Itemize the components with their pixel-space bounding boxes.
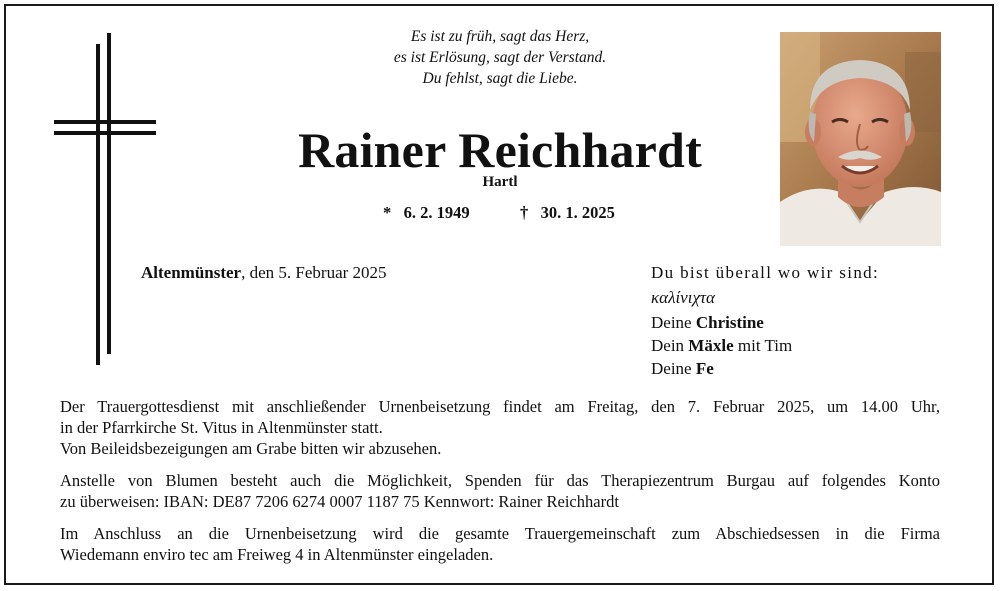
- quote-line: Du fehlst, sagt die Liebe.: [422, 70, 578, 87]
- mourner-prefix: Deine: [651, 313, 696, 332]
- paragraph-line: Wiedemann enviro tec am Freiweg 4 in Altenmünster eingeladen.: [60, 545, 494, 564]
- paragraph-line: Von Beileidsbezeigungen am Grabe bitten wir abzusehen.: [60, 439, 442, 458]
- farewell-line: Du bist überall wo wir sind:: [651, 263, 880, 282]
- mourner-name: Fe: [695, 359, 714, 378]
- invitation-paragraph: [60, 523, 940, 565]
- birth-date: [383, 203, 470, 223]
- paragraph-line: zu überweisen: IBAN: DE87 7206 6274 0007 1187 75 Kennwort: Rainer Reichhardt: [60, 492, 619, 511]
- deceased-name: Rainer Reichhardt: [298, 122, 702, 178]
- paragraph-line: Der Trauergottesdienst mit anschließender Urnenbeisetzung findet am Freitag, den 7. Februar 2025, um 14.00 Uhr,: [60, 397, 940, 416]
- memorial-quote: [300, 26, 700, 89]
- farewell-greek: καλίνιχτα: [651, 288, 715, 307]
- death-dagger-icon: †: [520, 203, 529, 222]
- place-date-text: , den 5. Februar 2025: [241, 263, 387, 282]
- mourner-name: Mäxle: [688, 336, 734, 355]
- quote-line: Es ist zu früh, sagt das Herz,: [410, 28, 590, 45]
- paragraph-line: Im Anschluss an die Urnenbeisetzung wird die gesamte Trauergemeinschaft zum Abschiedsessen in die Firma: [60, 524, 940, 543]
- place-name: Altenmünster: [141, 263, 242, 282]
- portrait-photo: [780, 32, 941, 246]
- mourner-prefix: Deine: [651, 359, 696, 378]
- quote-line: es ist Erlösung, sagt der Verstand.: [393, 49, 607, 66]
- service-paragraph: [60, 396, 940, 459]
- mourner-name: Christine: [695, 313, 764, 332]
- place-date: [141, 263, 387, 283]
- mourner-3: [651, 359, 714, 379]
- mourner-suffix: mit Tim: [733, 336, 793, 355]
- paragraph-line: in der Pfarrkirche St. Vitus in Altenmünster statt.: [60, 418, 383, 437]
- death-date: [520, 203, 615, 223]
- birth-date-text: 6. 2. 1949: [403, 203, 470, 222]
- birth-star-icon: *: [383, 203, 392, 222]
- mourner-2: [651, 336, 792, 356]
- mourner-prefix: Dein: [651, 336, 689, 355]
- donation-paragraph: [60, 470, 940, 512]
- mourner-1: [651, 313, 764, 333]
- paragraph-line: Anstelle von Blumen besteht auch die Möglichkeit, Spenden für das Therapiezentrum Burgau auf folgendes Konto: [60, 471, 940, 490]
- death-date-text: 30. 1. 2025: [540, 203, 615, 222]
- deceased-nickname: Hartl: [482, 174, 518, 190]
